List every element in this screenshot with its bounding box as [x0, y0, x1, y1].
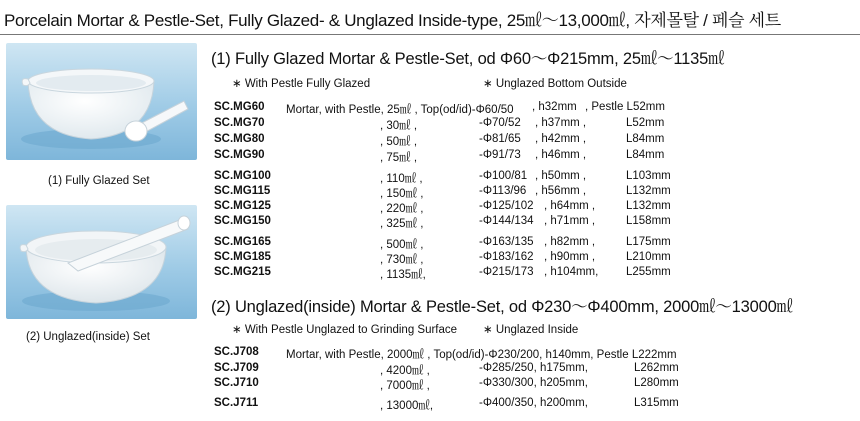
section-1-note-right: ∗ Unglazed Bottom Outside [483, 78, 627, 90]
table-row [0, 170, 860, 184]
top-diameter: -Φ125/102 [479, 200, 534, 212]
page-title: Porcelain Mortar & Pestle-Set, Fully Glazed- & Unglazed Inside-type, 25㎖～13,000㎖, 자제몰탈 / 페슬 세트 [4, 11, 781, 30]
product-volume: , 1135㎖, [380, 269, 426, 281]
product-volume: , 50㎖ , [380, 136, 418, 148]
product-code: SC.J709 [214, 362, 259, 374]
section-1-title: (1) Fully Glazed Mortar & Pestle-Set, od Φ60～Φ215mm, 25㎖～1135㎖ [211, 50, 725, 68]
table-row [0, 377, 860, 391]
product-volume: , 13000㎖, [380, 400, 434, 412]
top-diameter: -Φ113/96 [479, 185, 527, 197]
pestle-length: L103mm [626, 170, 671, 182]
top-diameter: -Φ70/52 [479, 117, 521, 129]
product-code: SC.J708 [214, 346, 259, 358]
table-row [0, 117, 860, 131]
product-code: SC.MG100 [214, 170, 271, 182]
product-volume: , 4200㎖ , [380, 365, 430, 377]
top-diameter: -Φ183/162 [479, 251, 534, 263]
product-height: , h104mm, [544, 266, 599, 278]
product-code: SC.MG185 [214, 251, 271, 263]
table-row [0, 346, 860, 360]
top-diameter: -Φ100/81 [479, 170, 528, 182]
top-diameter: -Φ215/173 [479, 266, 534, 278]
product-volume: , 150㎖ , [380, 188, 424, 200]
top-diameter: -Φ330/300, h205mm, [479, 377, 588, 389]
top-diameter: -Φ81/65 [479, 133, 521, 145]
table-row [0, 149, 860, 163]
top-diameter: -Φ163/135 [479, 236, 534, 248]
product-code: SC.MG60 [214, 101, 265, 113]
product-height: , h71mm , [544, 215, 596, 227]
table-row [0, 200, 860, 214]
product-code: SC.MG125 [214, 200, 271, 212]
pestle-length: L210mm [626, 251, 671, 263]
top-diameter: -Φ285/250, h175mm, [479, 362, 588, 374]
section-1-note-left: ∗ With Pestle Fully Glazed [232, 78, 371, 90]
product-code: SC.MG115 [214, 185, 271, 197]
product-height: , h56mm , [535, 185, 587, 197]
product-code: SC.J711 [214, 397, 259, 409]
product-height: , h82mm , [544, 236, 596, 248]
product-code: SC.J710 [214, 377, 259, 389]
pestle-length: L255mm [626, 266, 671, 278]
pestle-length: L84mm [626, 149, 665, 161]
product-volume: , 110㎖ , [380, 173, 423, 185]
section-2-title: (2) Unglazed(inside) Mortar & Pestle-Set, od Φ230～Φ400mm, 2000㎖～13000㎖ [211, 298, 793, 316]
product-spec: Mortar, with Pestle, 25㎖ , Top(od/id)-Φ60/50 [286, 104, 514, 116]
product-volume: , 7000㎖ , [380, 380, 430, 392]
product-code: SC.MG165 [214, 236, 271, 248]
product-height: , h64mm , [544, 200, 596, 212]
table-row [0, 236, 860, 250]
product-volume: , 30㎖ , [380, 120, 418, 132]
table-row [0, 215, 860, 229]
top-diameter: -Φ91/73 [479, 149, 521, 161]
product-code: SC.MG80 [214, 133, 265, 145]
section-2-note-right: ∗ Unglazed Inside [483, 324, 579, 336]
figure-caption-2: (2) Unglazed(inside) Set [26, 331, 151, 343]
product-height: , h42mm , [535, 133, 587, 145]
figure-caption-1: (1) Fully Glazed Set [48, 175, 150, 187]
table-row [0, 133, 860, 147]
product-code: SC.MG215 [214, 266, 271, 278]
product-height: , h32mm [532, 101, 577, 113]
product-height: , h37mm , [535, 117, 587, 129]
section-2-note-left: ∗ With Pestle Unglazed to Grinding Surface [232, 324, 458, 336]
table-row [0, 101, 860, 115]
product-volume: , 325㎖ , [380, 218, 424, 230]
product-height: , h46mm , [535, 149, 587, 161]
product-spec: Mortar, with Pestle, 2000㎖ , Top(od/id)-Φ230/200, h140mm, Pestle L222mm [286, 349, 677, 361]
product-height: , h90mm , [544, 251, 596, 263]
pestle-length: L280mm [634, 377, 679, 389]
pestle-length: , Pestle L52mm [585, 101, 665, 113]
product-volume: , 75㎖ , [380, 152, 418, 164]
pestle-length: L158mm [626, 215, 671, 227]
top-diameter: -Φ144/134 [479, 215, 534, 227]
table-row [0, 185, 860, 199]
product-height: , h50mm , [535, 170, 587, 182]
product-code: SC.MG90 [214, 149, 265, 161]
table-row [0, 397, 860, 411]
product-code: SC.MG70 [214, 117, 265, 129]
table-row [0, 251, 860, 265]
table-row [0, 266, 860, 280]
pestle-length: L84mm [626, 133, 665, 145]
product-code: SC.MG150 [214, 215, 271, 227]
pestle-length: L175mm [626, 236, 671, 248]
pestle-length: L315mm [634, 397, 679, 409]
pestle-length: L262mm [634, 362, 679, 374]
pestle-length: L132mm [626, 185, 671, 197]
product-volume: , 730㎖ , [380, 254, 424, 266]
product-volume: , 220㎖ , [380, 203, 424, 215]
title-divider [0, 34, 860, 35]
pestle-length: L52mm [626, 117, 665, 129]
pestle-length: L132mm [626, 200, 671, 212]
table-row [0, 362, 860, 376]
product-volume: , 500㎖ , [380, 239, 424, 251]
top-diameter: -Φ400/350, h200mm, [479, 397, 588, 409]
